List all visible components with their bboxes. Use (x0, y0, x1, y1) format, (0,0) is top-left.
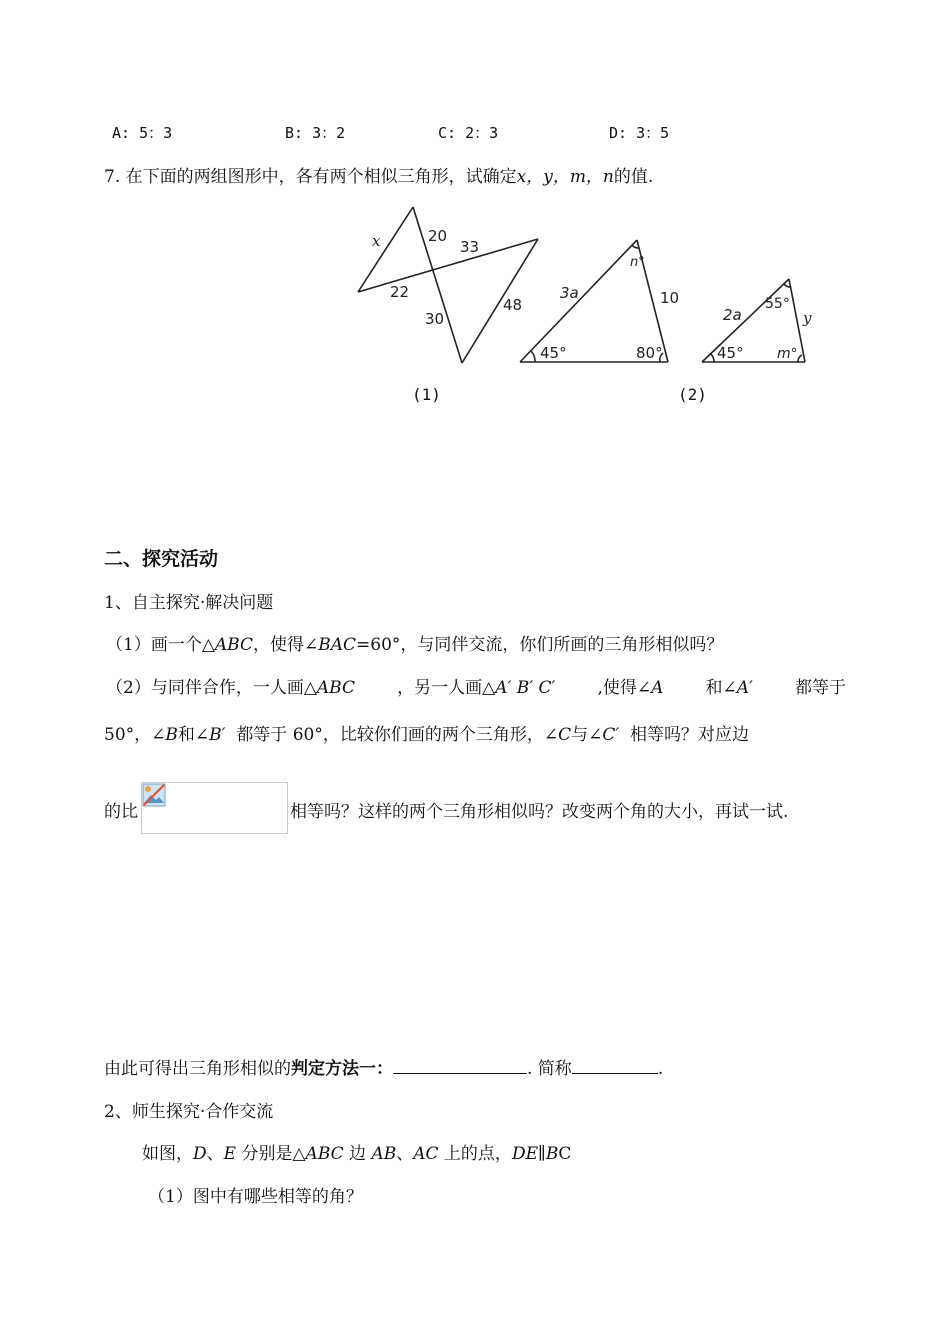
p1-abc: ABC (214, 635, 253, 655)
subheading-1: 1、自主探究·解决问题 (104, 593, 274, 613)
paragraph-2-line-2 (104, 720, 749, 745)
label-2a: 2a (723, 306, 742, 324)
label-33: 33 (460, 238, 480, 256)
p2-b-prime: B′ (209, 725, 226, 745)
desc-part: 如图， (142, 1144, 193, 1164)
p2-a: A (651, 678, 664, 698)
q7-vars: x，y，m，n (516, 167, 614, 187)
option-a: A: 5：3 (112, 124, 173, 142)
option-c: C: 2：3 (438, 124, 499, 142)
desc-ac: AC (413, 1144, 439, 1164)
section-heading: 二、探究活动 (104, 548, 219, 570)
answer-blank-1[interactable] (393, 1059, 527, 1074)
paragraph-2-line-1 (106, 673, 846, 698)
p2-c-prime: C′ (602, 725, 620, 745)
paragraph-1 (106, 630, 723, 655)
desc-de: DE (511, 1144, 538, 1164)
conclusion-text: . 简称 (527, 1059, 572, 1079)
q7-prefix: 7. 在下面的两组图形中，各有两个相似三角形，试确定 (104, 167, 517, 187)
label-n: n° (630, 255, 645, 270)
conclusion-text: 由此可得出三角形相似的 (104, 1059, 291, 1079)
p1-part: （1）画一个△ (106, 635, 215, 655)
answer-blank-2[interactable] (572, 1059, 658, 1074)
desc-part: 边 (343, 1144, 372, 1164)
desc-c: C (558, 1144, 572, 1164)
p2-part: 与∠ (571, 725, 603, 745)
desc-ab: AB (371, 1144, 397, 1164)
p1-part: =60°，与同伴交流，你们所画的三角形相似吗？ (356, 635, 724, 655)
label-55: 55° (765, 296, 790, 312)
p2-part: 和∠ (705, 678, 737, 698)
question-1: （1）图中有哪些相等的角？ (148, 1187, 363, 1207)
desc-part: 分别是△ (236, 1144, 306, 1164)
label-big-45: 45° (540, 344, 567, 362)
p2-part: 和∠ (177, 725, 210, 745)
desc-part: 上的点， (438, 1144, 512, 1164)
p2-part: 50°，∠ (104, 725, 166, 745)
question-7 (104, 162, 653, 187)
broken-image-placeholder (141, 782, 288, 834)
conclusion-text: . (657, 1059, 664, 1079)
desc-part: 、 (396, 1144, 414, 1164)
p2-c: C (558, 725, 572, 745)
p2-abc-prime: A′ B′ C′ (495, 678, 556, 698)
p1-bac: BAC (318, 635, 357, 655)
label-m: m° (777, 346, 798, 362)
p2-part: 相等吗？对应边 (630, 725, 750, 745)
label-x: x (372, 232, 381, 250)
caption-2: (2) (678, 385, 707, 404)
p2-part: ,使得∠ (597, 678, 652, 698)
label-80: 80° (636, 344, 663, 362)
figure-description (142, 1139, 571, 1164)
method-one-label: 判定方法一： (291, 1059, 393, 1079)
paragraph-2-line-3-start: 的比 (104, 802, 138, 822)
subheading-2: 2、师生探究·合作交流 (104, 1102, 274, 1122)
label-y: y (803, 309, 812, 327)
paragraph-2-line-3-end: 相等吗？这样的两个三角形相似吗？改变两个角的大小，再试一试. (290, 802, 789, 822)
desc-d: D (193, 1144, 207, 1164)
desc-e: E (223, 1144, 237, 1164)
p2-b: B (165, 725, 178, 745)
caption-1: (1) (412, 385, 441, 404)
label-30: 30 (425, 310, 445, 328)
label-48: 48 (503, 296, 523, 314)
option-d: D: 3：5 (609, 124, 670, 142)
label-small-45: 45° (717, 344, 744, 362)
label-10: 10 (660, 289, 680, 307)
desc-b: B (545, 1144, 559, 1164)
p2-a-prime: A′ (736, 678, 753, 698)
label-3a: 3a (560, 284, 579, 302)
desc-parallel: ∥ (537, 1144, 546, 1164)
desc-part: 、 (206, 1144, 224, 1164)
desc-abc: ABC (305, 1144, 344, 1164)
label-22: 22 (390, 283, 410, 301)
p2-part: 都等于 (795, 678, 846, 698)
p2-part: 都等于 60°，比较你们画的两个三角形，∠ (236, 725, 559, 745)
p2-part: ，另一人画△ (397, 678, 496, 698)
p2-part: （2）与同伴合作，一人画△ (106, 678, 317, 698)
conclusion (104, 1054, 663, 1079)
label-20: 20 (428, 227, 448, 245)
broken-image-icon (142, 783, 166, 807)
p1-part: ，使得∠ (252, 635, 319, 655)
p2-abc: ABC (316, 678, 355, 698)
option-b: B: 3：2 (285, 124, 346, 142)
q7-suffix: 的值. (613, 167, 654, 187)
similar-triangles-figure (340, 198, 820, 413)
